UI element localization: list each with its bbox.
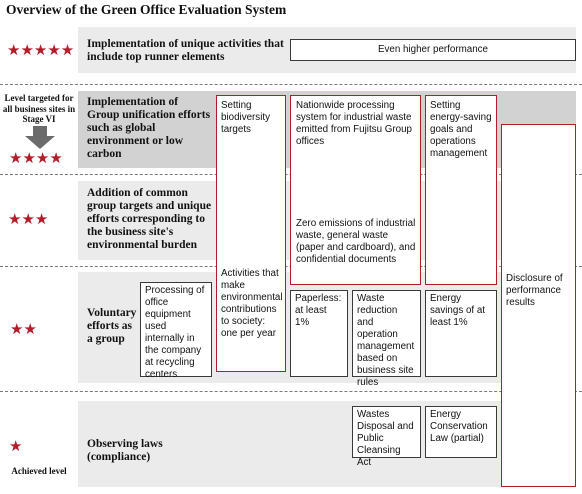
- biodiversity-red-outline: [216, 95, 286, 372]
- level-3-label: Addition of common group targets and unique efforts corresponding to the business site's environmental burden: [87, 187, 212, 251]
- one-star-rating: ★: [9, 438, 23, 455]
- disclosure-red-outline: [501, 124, 576, 487]
- energy-red-outline: [425, 95, 497, 285]
- office-equipment-box: Processing of office equipment used internally in the company at recycling centers: [140, 282, 212, 377]
- level-1-label: Observing laws (compliance): [87, 438, 163, 463]
- activities-contribution-text: Activities that make environmental contributions to society: one per year: [221, 268, 283, 339]
- energy-savings-box: Energy savings of at least 1%: [425, 290, 497, 377]
- energy-goals-text: Setting energy-saving goals and operations management: [430, 100, 492, 159]
- five-star-rating: ★★★★★: [7, 42, 75, 59]
- divider: [0, 391, 582, 392]
- wastes-disposal-box: Wastes Disposal and Public Cleansing Act: [352, 406, 421, 458]
- level-4-label: Implementation of Group unification efforts such as global environment or low carbon: [87, 96, 211, 160]
- down-arrow-icon: [23, 126, 57, 150]
- page-title: Overview of the Green Office Evaluation System: [6, 2, 287, 17]
- divider: [0, 84, 582, 85]
- level-2-label: Voluntary efforts as a group: [87, 307, 137, 345]
- target-level-note: Level targeted for all business sites in Stage VI: [2, 93, 76, 124]
- level-5-label: Implementation of unique activities that include top runner elements: [87, 38, 284, 63]
- biodiversity-text: Setting biodiversity targets: [221, 100, 271, 135]
- industrial-waste-text: Nationwide processing system for industrial waste emitted from Fujitsu Group offices: [296, 100, 412, 147]
- energy-conservation-box: Energy Conservation Law (partial): [425, 406, 497, 458]
- three-star-rating: ★★★: [8, 211, 49, 228]
- achieved-level-note: Achieved level: [11, 466, 67, 476]
- disclosure-text: Disclosure of performance results: [506, 273, 563, 308]
- paperless-box: Paperless: at least 1%: [290, 290, 348, 377]
- four-star-rating: ★★★★: [9, 150, 63, 167]
- zero-emissions-text: Zero emissions of industrial waste, general waste (paper and cardboard), and confidential documents: [296, 218, 416, 265]
- even-higher-performance-box: Even higher performance: [290, 39, 576, 61]
- two-star-rating: ★★: [10, 321, 37, 338]
- waste-red-outline: [290, 95, 421, 285]
- waste-reduction-box: Waste reduction and operation management based on business site rules: [352, 290, 421, 377]
